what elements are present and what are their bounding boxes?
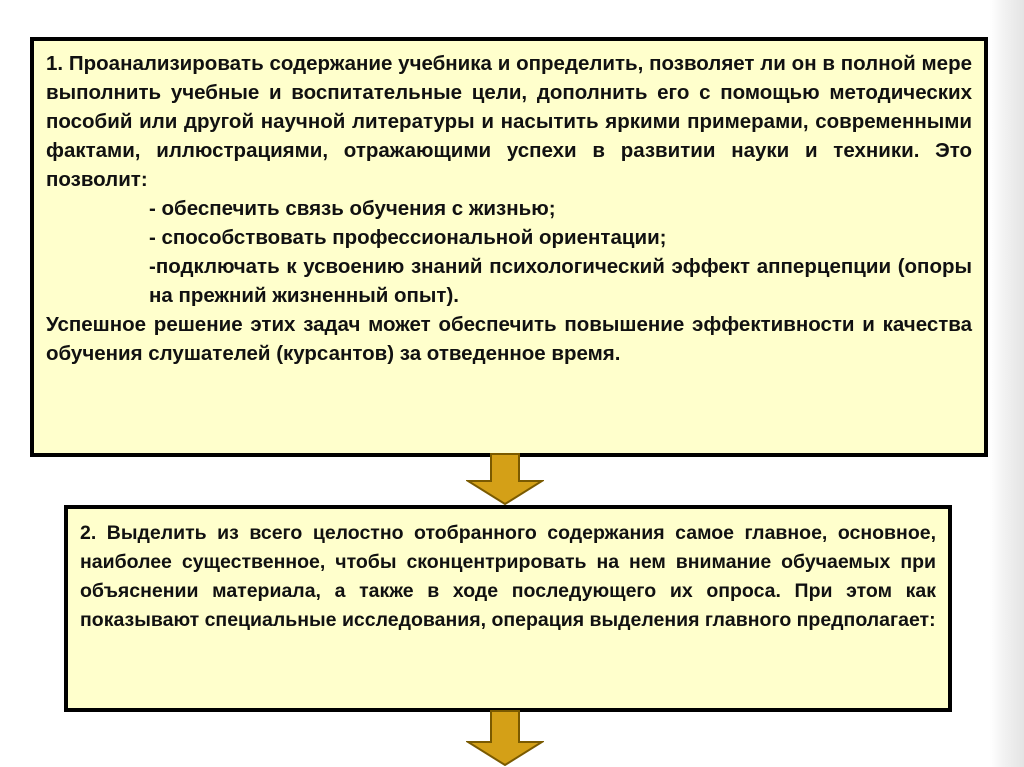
down-arrow-icon — [466, 710, 544, 766]
down-arrow-icon — [466, 453, 544, 505]
box1-bullet-2: - способствовать профессиональной ориентации; — [149, 226, 667, 249]
box1-bullet-3: -подключать к усвоению знаний психологический эффект апперцепции (опоры на прежний жизненный опыт). — [149, 255, 972, 307]
box1-bullet-1: - обеспечить связь обучения с жизнью; — [149, 197, 556, 220]
box2-text: 2. Выделить из всего целостно отобранного содержания самое главное, основное, наиболее существенное, чтобы сконцентрировать на нем внимание обучаемых при объяснении материала, а также в ходе последующего их опроса. При этом как показывают специальные исследования, операция выделения главного предполагает: — [80, 522, 936, 631]
slide-edge-shadow — [990, 0, 1024, 767]
box1-intro-text: 1. Проанализировать содержание учебника и определить, позволяет ли он в полной мере выполнить учебные и воспитательные цели, дополнить его с помощью методических пособий или другой научной литературы и насытить яркими примерами, современными фактами, иллюстрациями, отражающими успехи в развитии науки и техники. Это позволит: — [46, 52, 972, 191]
content-box-1 — [30, 37, 988, 457]
content-box-2 — [64, 505, 952, 712]
box1-conclusion-text: Успешное решение этих задач может обеспечить повышение эффективности и качества обучения слушателей (курсантов) за отведенное время. — [46, 313, 972, 365]
